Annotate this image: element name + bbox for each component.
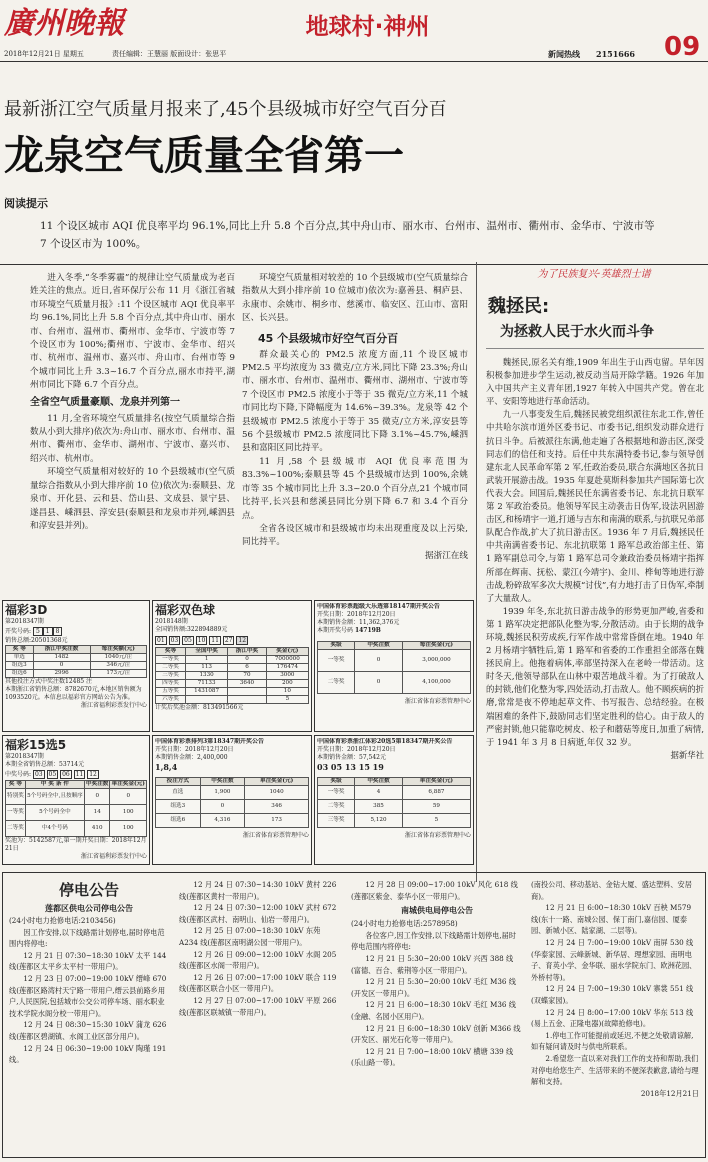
table-cell: 1431087 xyxy=(185,688,227,696)
table-cell: 176474 xyxy=(266,664,308,672)
table-cell: 5 xyxy=(402,814,470,828)
side-name: 魏拯民: xyxy=(488,296,550,317)
table-cell: 二等奖 xyxy=(156,664,186,672)
list-item: 12 月 26 日 09:00~12:00 10kV 水阁 205 线(莲都区水阁一带用户)。 xyxy=(179,949,337,971)
table-header: 投注方式 xyxy=(156,778,201,786)
lottery-title: 福彩15选5 xyxy=(5,738,67,752)
table-cell: 7000000 xyxy=(266,656,308,664)
table-header: 奖级 xyxy=(318,642,355,650)
table-cell: 0 xyxy=(355,672,403,694)
table-row xyxy=(156,656,309,664)
masthead xyxy=(0,0,708,62)
prize-table xyxy=(155,777,309,828)
table-header: 每注奖额(元) xyxy=(90,646,146,654)
table-header: 奖级 xyxy=(318,778,355,786)
table-row xyxy=(156,814,309,828)
sales-total: 本期销售金额：11,362,376元 xyxy=(317,619,400,626)
table-cell: 一等奖 xyxy=(156,656,186,664)
table-cell: 173元/注 xyxy=(90,670,146,678)
paragraph: 环境空气质量相对较好的 10 个县级城市(空气质量综合指数从小到大排序前 10 位)依次为:泰顺县、龙泉市、开化县、云和县、岱山县、文成县、景宁县、遂昌县、嵊泗县、淳安县(泰顺县和龙泉市并列,嵊泗县和淳安县并列)。 xyxy=(30,467,235,531)
table-row xyxy=(156,672,309,680)
table-cell: 113 xyxy=(185,664,227,672)
table-header: 中 奖 条 件 xyxy=(25,781,84,789)
table-cell xyxy=(228,688,266,696)
table-cell: 3640 xyxy=(228,680,266,688)
red-ball: 27 xyxy=(224,637,233,644)
draw-value: 14719B xyxy=(354,627,381,634)
intro: 各位客户,因工作安排,以下线路需计划停电,届时停电范围内将停电: xyxy=(351,930,516,952)
draw-numbers xyxy=(5,626,147,637)
outage-title: 停电公告 xyxy=(58,881,119,899)
outage-col-2 xyxy=(179,879,341,1018)
table-cell: 六等奖 xyxy=(156,696,186,704)
digit: 1 xyxy=(43,627,53,636)
side-divider xyxy=(476,262,477,882)
lottery-info: 全国销售额:322894889元 xyxy=(155,626,228,633)
table-cell: 71133 xyxy=(185,680,227,688)
list-item: 12 月 23 日 07:00~19:00 10kV 缙峰 670 线(莲都区路湾村天宁路一带用户,缙云县前路乡用户,人民医院,包括城市公交公司停车场、丽水职业技术学院水阁分校一带用户)。 xyxy=(9,973,167,1018)
table-row xyxy=(156,688,309,696)
table-header: 奖金(元) xyxy=(266,648,308,656)
table-header: 每注奖金(元) xyxy=(402,642,470,650)
red-ball: 10 xyxy=(197,637,206,644)
draw-label: 本期开奖号码 xyxy=(317,627,354,634)
table-cell: 特别奖 xyxy=(6,789,26,805)
digit: 5 xyxy=(33,627,43,636)
lottery-info: 开奖日期：2018年12月20日 xyxy=(317,611,396,618)
prize-table xyxy=(317,641,471,694)
lottery-info: 本期全省销售总额：53714元 xyxy=(5,761,85,768)
table-cell: 1 xyxy=(185,656,227,664)
table-cell: 5个号码全中,且按顺序 xyxy=(25,789,84,805)
outage-col-3 xyxy=(351,879,523,1069)
ball: 06 xyxy=(62,771,70,778)
source: 浙江省体育彩票管理中心 xyxy=(242,832,309,839)
table-row xyxy=(6,805,147,821)
table-cell: 一等奖 xyxy=(318,786,355,800)
table-row xyxy=(318,814,471,828)
pool: 计奖后奖池金额：813491566元 xyxy=(155,704,244,711)
table-header: 中奖注数 xyxy=(200,778,245,786)
red-ball: 05 xyxy=(184,637,192,644)
divider xyxy=(0,264,708,265)
ball: 12 xyxy=(89,771,97,778)
table-cell: 346 xyxy=(245,800,309,814)
list-item: 12 月 21 日 6:00~18:30 10kV 百秧 M579 线(东十一路、南城公园、保丁南门,嘉信园、厦泰园、新城小区、陆家湖、二层等)。 xyxy=(531,903,692,936)
table-header: 中奖注数 xyxy=(86,781,109,787)
table-cell: 一等奖 xyxy=(6,805,26,821)
lottery-title: 福彩3D xyxy=(5,603,48,617)
red-ball: 01 xyxy=(157,637,165,644)
subheading: 45 个县级城市好空气百分百 xyxy=(258,331,399,345)
list-item: 12 月 24 日 7:00~19:00 10kV 南屏 530 线(华泰家园、云峰新城、新华居、理想家园、南明电子、育英小学、金华联、丽水学院东门、欧洲花园、外桥村等)。 xyxy=(531,937,697,982)
table-header: 浙江中奖注数 xyxy=(33,646,90,654)
table-row xyxy=(6,654,147,662)
byline: 据新华社 xyxy=(670,749,704,760)
hotline-label: 新闻热线 xyxy=(548,49,580,59)
lottery-pl3 xyxy=(152,735,312,865)
table-row xyxy=(6,821,147,837)
article-col-2 xyxy=(242,272,468,563)
lottery-title: 中国体育彩票排列3第18347期开奖公告 xyxy=(155,738,265,745)
page-number: 09 xyxy=(664,32,701,62)
table-header: 奖等 xyxy=(156,648,186,656)
table-cell: 1482 xyxy=(33,654,90,662)
list-item: 12 月 21 日 6:00~18:30 10kV 毛红 M36 线(金融、名园小区用户)。 xyxy=(351,1000,516,1021)
article-col-1 xyxy=(30,272,235,533)
table-cell: 1,900 xyxy=(200,786,245,800)
table-header: 单注奖金(元) xyxy=(111,781,145,787)
table-cell: 二等奖 xyxy=(6,821,26,837)
table-cell: 5个号码全中 xyxy=(25,805,84,821)
table-cell: 中4个号码 xyxy=(25,821,84,837)
table-header: 奖 等 xyxy=(6,646,34,654)
table-header: 浙江中奖 xyxy=(228,648,266,656)
outage-subtitle: 莲都区供电公司停电公告 xyxy=(45,903,133,913)
table-cell: 0 xyxy=(84,789,110,805)
subheading: 全省空气质量豪顺、龙泉并列第一 xyxy=(30,396,180,408)
table-row xyxy=(318,800,471,814)
table-header: 单注奖金(元) xyxy=(245,778,309,786)
table-cell: 4,316 xyxy=(200,814,245,828)
list-item: 1.停电工作可能提前或延迟,不便之处敬请谅解,如有疑问请及时与供电所联系。 xyxy=(531,1030,694,1052)
newspaper-logo: 廣州晚報 xyxy=(4,6,124,41)
list-item: 12 月 21 日 7:00~18:00 10kV 横塘 339 线(乐山路一带)。 xyxy=(351,1046,514,1068)
list-item: 12 月 24 日 7:00~19:30 10kV 寨裳 551 线(双蝶家园)。 xyxy=(531,984,694,1005)
list-item: 12 月 26 日 07:00~17:00 10kV 联合 119 线(莲都区联合小区一带用户)。 xyxy=(179,972,337,994)
lottery-info: 开奖日期：2018年12月20日 xyxy=(317,746,396,753)
table-row xyxy=(6,662,147,670)
table-cell: 1040 xyxy=(245,786,309,800)
table-cell: 4 xyxy=(355,786,403,800)
table-row xyxy=(156,786,309,800)
table-cell: 0 xyxy=(33,662,90,670)
red-ball: 11 xyxy=(211,637,219,644)
lottery-dlt xyxy=(314,600,474,732)
reading-tip-text: 11 个设区城市 AQI 优良率平均 96.1%,同比上升 5.8 个百分点,其中舟山市、丽水市、台州市、温州市、衢州市、金华市、宁波市等 7 个设区市为 100%。 xyxy=(40,220,655,250)
table-cell: 组选3 xyxy=(156,800,201,814)
draw-value: 03 05 13 15 19 xyxy=(317,762,384,772)
lottery-ssq xyxy=(152,600,312,732)
note: 其他投注方式中奖注数12485 注 xyxy=(5,678,92,685)
lottery-title: 中国体育彩票浙江体彩20选5第18347期开奖公告 xyxy=(317,738,453,745)
paragraph: 魏拯民,原名关有维,1909 年出生于山西屯留。早年因积极参加进步学生运动,被反动当局开除学籍。1926 年加入中国共产主义青年团,1927 年转入中国共产党。曾在北平、安阳等地进行革命活动。 xyxy=(486,357,704,407)
table-cell: 10 xyxy=(266,688,308,696)
kicker: 最新浙江空气质量月报来了,45个县级城市好空气百分百 xyxy=(4,99,447,120)
table-cell: 三等奖 xyxy=(156,672,186,680)
table-cell: 组选6 xyxy=(156,814,201,828)
lottery-20x5 xyxy=(314,735,474,865)
paragraph: 1939 年冬,东北抗日游击战争的形势更加严峻,省委和第 1 路军决定把部队化整为零,分散活动。由于长期的战争环境,魏拯民积劳成疾,行军作战中常常昏倒在地。1940 年 2 月杨靖宇牺牲后,第 1 路军和省委的工作重担全部落在魏拯民肩上。他拖着病体,率部坚持深入在老岭一带活动。这时冬天,他领导部队在山林中艰苦地战斗着。为了打破敌人的封锁,他们化整为零,四处活动,打击敌人。他不顾疾病的折磨,常常是夜不停地起草文件、书写报告、总结经验。在极端困难的条件下,鼓励同志们坚定胜利的信心。由于敌人的严密封锁,他只能靠吃树皮、松子和蘑菇等度日,加重了病情,于 1941 年 3 月 8 日病逝,年仅 32 岁。 xyxy=(486,605,704,747)
list-item: (南投公司、移动基站、金钻大厦、盛达塑料、安居商)。 xyxy=(531,880,692,901)
list-item: 12 月 24 日 08:30~15:30 10kV 蒲龙 626 线(莲都区碧湖镇、水阁工业区部分用户)。 xyxy=(9,1020,167,1041)
lottery-issue: 第2018347期 xyxy=(5,753,44,760)
table-cell: 5,120 xyxy=(355,814,403,828)
draw-label: 中奖号码: xyxy=(5,771,32,778)
series-title: 为了民族复兴·英雄烈士谱 xyxy=(537,269,651,280)
ball: 11 xyxy=(75,771,84,778)
table-header: 中奖注数 xyxy=(355,642,403,650)
table-cell: 五等奖 xyxy=(156,688,186,696)
list-item: 12 月 24 日 07:30~14:30 10kV 黄村 226 线(莲都区黄村一带用户)。 xyxy=(179,880,337,901)
source: 浙江省体育彩票管理中心 xyxy=(404,698,471,705)
table-row xyxy=(156,696,309,704)
paragraph: 环境空气质量相对较差的 10 个县级城市(空气质量综合指数从大到小排序前 10 位城市)依次为:嘉善县、桐庐县、永康市、余姚市、桐乡市、慈溪市、临安区、江山市、富阳区、长兴县。 xyxy=(242,273,469,324)
table-row xyxy=(318,672,471,694)
ball-row xyxy=(155,635,309,646)
extra: 本期浙江省销售总额：8782670元,本地区销售额为1093520元。本信息以福彩官方网站公告为准。 xyxy=(5,686,142,701)
table-row xyxy=(156,680,309,688)
note: 奖池为：5142587元,第一期开奖日期：2018年12月21日 xyxy=(5,837,147,852)
table-cell: 三等奖 xyxy=(318,814,355,828)
lottery-3d xyxy=(2,600,150,732)
paragraph: 群众最关心的 PM2.5 浓度方面,11 个设区城市 PM2.5 平均浓度为 33 微克/立方米,同比下降 23.3%;舟山市、丽水市、台州市、温州市、衢州市、湖州市、宁波市等 7 个设区市 PM2.5 浓度小于等于 35 微克/立方米,11 个城市同比均下降,下降幅度为 14.6%~39.3%。龙泉等 42 个县级城市 PM2.5 浓度小于等于 35 微克/立方米,淳安县等 56 个县级城市 PM2.5 浓度同比下降 3.1%~45.7%,嵊泗县和富阳区同比持平。 xyxy=(242,349,468,454)
table-cell: 6,887 xyxy=(402,786,470,800)
table-cell: 单选 xyxy=(6,654,34,662)
list-item: 12 月 21 日 07:30~18:30 10kV 太平 144线(莲都区太平乡太平村一带用户)。 xyxy=(9,950,167,972)
paragraph: 全省各设区城市和县级城市均未出现重度及以上污染,同比持平。 xyxy=(242,523,468,548)
red-ball: 03 xyxy=(170,637,179,644)
source: 浙江省体育彩票管理中心 xyxy=(404,832,471,839)
list-item: 12 月 21 日 5:30~20:00 10kV 兴西 388 线(富德、百合、紫荆等小区一带用户)。 xyxy=(351,953,514,975)
digit: 8 xyxy=(53,627,63,636)
table-cell: 0 xyxy=(110,789,147,805)
hotline: (24小时电力抢修电话:2103456) xyxy=(9,916,116,925)
table-cell: 二等奖 xyxy=(318,672,355,694)
side-article xyxy=(486,356,704,762)
table-cell: 410 xyxy=(84,821,110,837)
sales-total: 销售总额:20501368元 xyxy=(5,637,68,644)
hotline: (24小时电力抢修电话:2578958) xyxy=(351,919,458,929)
ball: 05 xyxy=(48,771,57,778)
table-cell: 59 xyxy=(402,800,470,814)
paragraph: 进入冬季,“冬季雾霾”的规律让空气质量成为老百姓关注的焦点。近日,省环保厅公布 11 月《浙江省城市环境空气质量月报》:11 个设区城市 AQI 优良率平均 96.1%,同比上升 5.8 个百分点,其中舟山市、丽水市、台州市、温州市、衢州市、金华市、宁波市等 7 个设区市为 100%;衢州市、宁波市、金华市、绍兴市、杭州市、温州市、嘉兴市、舟山市、台州市等 9 个城市同比上升 3.3~16.7 个百分点,丽水市持平,湖州市同比下降 6.7 个百分点。 xyxy=(30,273,235,391)
list-item: 12 月 25 日 07:00~18:30 10kV 东苑 A234 线(莲都区南明湖公园一带用户)。 xyxy=(179,926,321,947)
sales-total: 本期销售金额：2,400,000 xyxy=(155,754,228,761)
table-cell: 0 xyxy=(228,656,266,664)
lottery-issue: 2018148期 xyxy=(155,618,188,625)
headline: 龙泉空气质量全省第一 xyxy=(4,133,404,179)
table-cell: 100 xyxy=(110,805,147,821)
paragraph: 11 月,58 个县级城市 AQI 优良率范围为 83.3%~100%;泰顺县等 45 个县级城市达到 100%,余姚市等 35 个城市同比上升 3.3~20.0 个百分点,21 个城市同比持平,长兴县和慈溪县同比分别下降 6.7 和 3.4 个百分点。 xyxy=(242,456,468,521)
blue-ball: 12 xyxy=(238,637,247,644)
list-item: 2.希望您一直以来对我们工作的支持和帮助,我们对停电给您生产、生活带来的不便深表歉意,请给与理解和支持。 xyxy=(531,1053,699,1087)
editor-credits: 责任编辑：王慧丽 版面设计：张思平 xyxy=(112,50,227,58)
prize-table xyxy=(5,645,147,678)
table-row xyxy=(6,789,147,805)
table-cell: 14 xyxy=(84,805,110,821)
table-cell: 组选6 xyxy=(6,670,34,678)
table-cell: 1330 xyxy=(185,672,227,680)
table-header: 中奖注数 xyxy=(355,778,403,786)
paragraph: 11 月,全省环境空气质量排名(按空气质量综合指数从小到大排序)依次为:舟山市、丽水市、台州市、温州市、衢州市、金华市、湖州市、宁波市、嘉兴市、绍兴市、杭州市。 xyxy=(30,413,235,464)
table-cell: 四等奖 xyxy=(156,680,186,688)
list-item: 12 月 24 日 06:30~19:00 10kV 陶瑾 191 线。 xyxy=(9,1043,167,1065)
banner-title: 地球村·神州 xyxy=(305,14,430,40)
table-cell: 3,000,000 xyxy=(402,650,470,672)
intro: 因工作安排,以下线路需计划停电,届时停电范围内将停电: xyxy=(9,927,165,949)
lottery-info: 开奖日期：2018年12月20日 xyxy=(155,746,234,753)
table-cell: 173 xyxy=(245,814,309,828)
outage-date: 2018年12月21日 xyxy=(640,1088,699,1098)
table-cell xyxy=(185,696,227,704)
outage-col-4 xyxy=(531,879,699,1099)
lottery-issue: 第2018347期 xyxy=(5,618,44,625)
table-cell: 385 xyxy=(355,800,403,814)
side-headline: 为拯救人民于水火而斗争 xyxy=(500,324,654,340)
draw-numbers xyxy=(317,627,471,635)
list-item: 12 月 28 日 09:00~17:00 10kV 风化 618 线(莲都区紫金、泰华小区一带用户)。 xyxy=(351,880,518,901)
draw-value: 1,8,4 xyxy=(155,762,178,772)
table-cell: 5 xyxy=(266,696,308,704)
table-cell: 2996 xyxy=(33,670,90,678)
side-divider-line xyxy=(486,348,704,349)
table-cell xyxy=(228,696,266,704)
list-item: 12 月 24 日 8:00~17:00 10kV 华东 513 线(易上五金、正隆电器)(故障抢修电)。 xyxy=(531,1007,694,1029)
table-row xyxy=(6,670,147,678)
table-cell: 1040元/注 xyxy=(90,654,146,662)
sales-total: 本期销售金额：57,542元 xyxy=(317,754,386,761)
table-cell: 4,100,000 xyxy=(402,672,470,694)
lottery-15x5 xyxy=(2,735,150,865)
source: 浙江省福利彩票发行中心 xyxy=(80,853,147,860)
table-cell: 二等奖 xyxy=(318,800,355,814)
table-row xyxy=(156,664,309,672)
outage-notice xyxy=(2,872,706,1158)
prize-table xyxy=(155,647,309,704)
ball: 03 xyxy=(34,771,43,778)
list-item: 12 月 21 日 6:00~18:30 10kV 创新 M366 线(开发区、丽光石化等一带用户)。 xyxy=(351,1023,521,1045)
table-cell: 200 xyxy=(266,680,308,688)
table-cell: 3000 xyxy=(266,672,308,680)
lottery-title: 中国体育彩票超级大乐透第18147期开奖公告 xyxy=(317,603,440,610)
table-cell: 100 xyxy=(110,821,147,837)
reading-tip-label: 阅读提示 xyxy=(4,197,48,210)
byline: 据浙江在线 xyxy=(425,550,468,561)
prize-table xyxy=(317,777,471,828)
issue-date: 2018年12月21日 星期五 xyxy=(4,50,84,58)
table-header: 奖 等 xyxy=(6,781,26,789)
list-item: 12 月 27 日 07:00~17:00 10kV 平原 266 线(莲都区联城镇一带用户)。 xyxy=(179,995,337,1017)
hotline-number: 2151666 xyxy=(596,49,635,59)
table-cell: 组选3 xyxy=(6,662,34,670)
table-row xyxy=(318,650,471,672)
table-header: 单注奖金(元) xyxy=(402,778,470,786)
paragraph: 九一八事变发生后,魏拯民被党组织派往东北工作,曾任中共哈尔滨市道外区委书记、市委书记,组织发动群众进行抗日斗争。后被派往东满,他走遍了各根据地和游击区,深受同志们的信任和支持。后任中共东满特委书记,参与领导创建东北人民革命军第 2 军,任政治委员,联合东满地区各抗日武装开展游击战。1935 年夏赴莫斯科参加共产国际第七次代表大会。回国后,魏拯民任东满省委书记、东北抗日联军第 2 军政治委员。他领导军民主动袭击日伪军,设法巩固游击区,和杨靖宇一道,打通与吉东和南满的联系,与抗联兄弟部队配合作战,扩大了抗日游击区。1936 年 7 月后,魏拯民任中共南满省委书记、东北抗联第 1 路军总政治部主任、第 1 路军副总司令,与第 1 路军总司令兼政治委员杨靖宇指挥所部在辉南、抚松、蒙江(今靖宇)、金川、桦甸等地进行游击战,粉碎敌军多次大规模“讨伐”,有力地打击了日伪军,牵制了大量敌人。 xyxy=(486,409,704,603)
table-cell: 346元/注 xyxy=(90,662,146,670)
table-cell: 0 xyxy=(355,650,403,672)
table-cell: 0 xyxy=(200,800,245,814)
draw-numbers xyxy=(5,769,147,780)
table-cell: 70 xyxy=(228,672,266,680)
lottery-title: 福彩双色球 xyxy=(155,603,216,617)
table-cell: 一等奖 xyxy=(318,650,355,672)
table-row xyxy=(156,800,309,814)
prize-table xyxy=(5,780,147,837)
outage-subtitle: 南城供电局停电公告 xyxy=(401,905,473,916)
table-cell: 6 xyxy=(228,664,266,672)
list-item: 12 月 21 日 5:30~20:00 10kV 毛红 M36 线(开发区一带用户)。 xyxy=(351,977,516,998)
table-header: 全国中奖 xyxy=(185,648,227,656)
outage-col-1 xyxy=(9,879,169,1066)
draw-label: 开奖号码: xyxy=(5,628,32,635)
table-row xyxy=(318,786,471,800)
list-item: 12 月 24 日 07:30~12:00 10kV 武村 672 线(莲都区武村、南明山、仙岩一带用户)。 xyxy=(179,903,337,924)
source: 浙江省福利彩票发行中心 xyxy=(80,702,147,709)
table-cell: 直选 xyxy=(156,786,201,800)
